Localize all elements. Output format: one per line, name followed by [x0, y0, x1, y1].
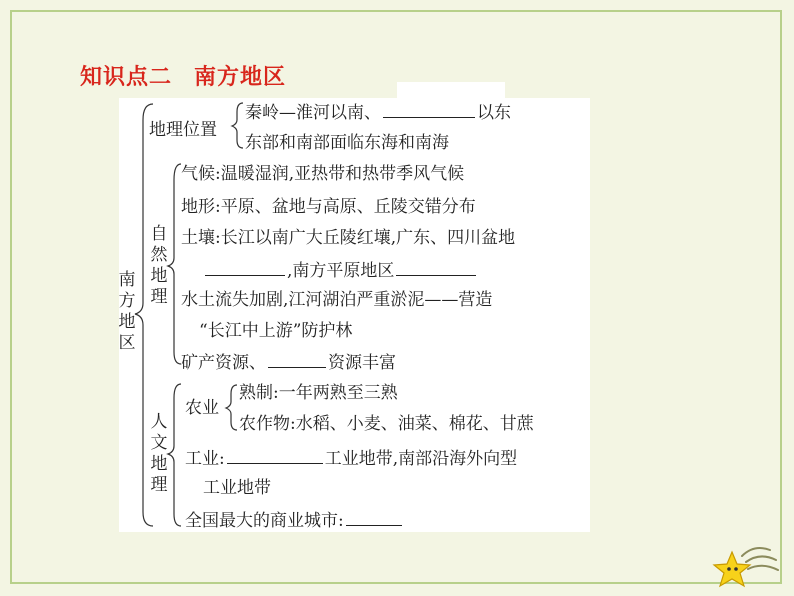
answer-blank-6: [346, 509, 402, 526]
natural-label: 自 然 地 理: [150, 224, 168, 307]
star-decoration-icon: [712, 538, 782, 594]
natural-soil-1: 土壤:长江以南广大丘陵红壤,广东、四川盆地: [181, 228, 516, 248]
top-tab: [397, 82, 505, 98]
location-line-2: 东部和南部面临东海和南海: [245, 133, 449, 153]
location-label: 地理位置: [149, 120, 217, 140]
agriculture-crops: 农作物:水稻、小麦、油菜、棉花、甘蔗: [239, 414, 534, 434]
root-label: 南 方 地 区: [118, 270, 136, 353]
answer-blank-1: [383, 101, 475, 118]
section-topic: 南方地区: [194, 65, 287, 90]
answer-blank-2: [205, 259, 285, 276]
location-line-1: 秦岭—淮河以南、 以东: [245, 103, 511, 123]
outline-card: [119, 98, 590, 532]
answer-blank-5: [227, 447, 323, 464]
agriculture-system: 熟制:一年两熟至三熟: [239, 383, 398, 403]
agriculture-label: 农业: [185, 398, 219, 418]
section-title: [80, 60, 286, 91]
section-number: 知识点二: [80, 65, 173, 90]
natural-climate: 气候:温暖湿润,亚热带和热带季风气候: [181, 164, 465, 184]
answer-blank-3: [396, 259, 476, 276]
human-label: 人 文 地 理: [150, 412, 168, 495]
natural-erosion-2: “长江中上游”防护林: [199, 321, 353, 341]
answer-blank-4: [268, 351, 326, 368]
commerce-city: 全国最大的商业城市:: [185, 509, 404, 531]
natural-terrain: 地形:平原、盆地与高原、丘陵交错分布: [181, 197, 476, 217]
natural-mineral: 矿产资源、 资源丰富: [181, 353, 396, 373]
natural-soil-2: ,南方平原地区: [203, 259, 478, 281]
natural-erosion-1: 水土流失加剧,江河湖泊严重淤泥——营造: [181, 290, 493, 310]
industry-line-1: 工业: 工业地带,南部沿海外向型: [185, 449, 518, 469]
industry-line-2: 工业地带: [203, 478, 271, 498]
